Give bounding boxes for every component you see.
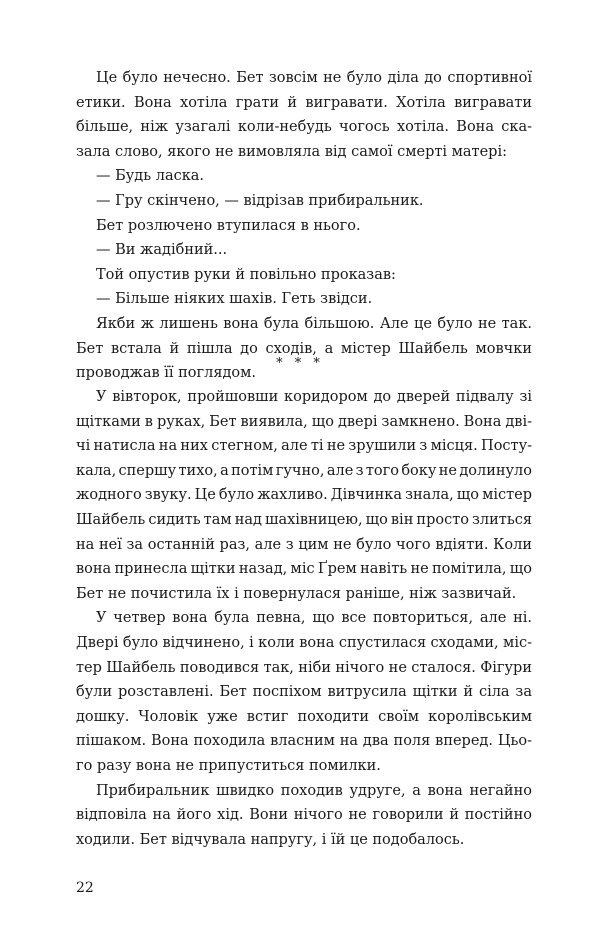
paragraph bbox=[76, 779, 532, 853]
text-line: пішаком. Вона походила власним на два поля вперед. Цьо- bbox=[76, 733, 532, 750]
dialogue-line: — Ви жадібний... bbox=[96, 242, 228, 259]
text-line: жодного звуку. Це було жахливо. Дівчинка знала, що містер bbox=[76, 487, 532, 504]
text-line: Бет не почистила їх і повернулася раніше, ніж зазвичай. bbox=[76, 585, 517, 602]
text-line: Це було нечесно. Бет зовсім не було діла до спортивної bbox=[96, 70, 532, 86]
text-line: го разу вона не припуститься помилки. bbox=[76, 757, 381, 774]
text-line: більше, ніж узагалі коли-небудь чогось хотіла. Вона ска- bbox=[76, 119, 532, 136]
text-line: дошку. Чоловік уже встиг походити своїм королівським bbox=[76, 708, 532, 725]
paragraph bbox=[76, 606, 532, 778]
text-line: етики. Вона хотіла грати й вигравати. Хотіла вигравати bbox=[76, 94, 532, 111]
text-line: на неї за останній раз, але з цим не було чого вдіяти. Коли bbox=[76, 536, 532, 553]
dialogue-line: — Гру скінчено, — відрізав прибиральник. bbox=[96, 192, 424, 209]
dialogue-line: — Будь ласка. bbox=[96, 168, 205, 185]
text-line: Бет встала й пішла до сходів, а містер Шайбель мовчки bbox=[76, 340, 532, 357]
text-line: щітками в руках, Бет виявила, що двері замкнено. Вона дві- bbox=[76, 413, 532, 430]
text-line: Шайбель сидить там над шахівницею, що він просто злиться bbox=[76, 511, 532, 528]
text-line: Двері було відчинено, і коли вона спустилася сходами, міс- bbox=[76, 634, 532, 651]
text-line: вона принесла щітки назад, міс Ґрем навіть не помітила, що bbox=[76, 561, 532, 578]
text-line: чі натисла на них стегном, але ті не зрушили з місця. Посту- bbox=[76, 438, 532, 455]
text-line: Той опустив руки й повільно проказав: bbox=[96, 266, 396, 283]
text-line: Прибиральник швидко походив удруге, а вона негайно bbox=[96, 782, 532, 799]
dialogue-line: — Більше ніяких шахів. Геть звідси. bbox=[96, 291, 373, 308]
text-line: Бет розлючено втупилася в нього. bbox=[96, 217, 361, 234]
text-line: тер Шайбель поводився так, ніби нічого не сталося. Фігури bbox=[76, 659, 532, 676]
text-line: проводжав її поглядом. bbox=[76, 365, 257, 382]
text-line: були розставлені. Бет поспіхом витрусила щітки й сіла за bbox=[76, 684, 532, 701]
text-section-1 bbox=[76, 66, 532, 386]
page-number: 22 bbox=[76, 880, 94, 896]
text-line: кала, спершу тихо, а потім гучно, але з того боку не долинуло bbox=[76, 462, 532, 479]
paragraph bbox=[76, 66, 532, 164]
paragraph bbox=[76, 312, 532, 386]
text-line: У вівторок, пройшовши коридором до дверей підвалу зі bbox=[96, 389, 532, 405]
section-separator: * * * bbox=[276, 356, 324, 371]
text-line: зала слово, якого не вимовляла від самої смерті матері: bbox=[76, 143, 507, 160]
text-section-2 bbox=[76, 385, 532, 852]
text-line: Якби ж лишень вона була більшою. Але це було не так. bbox=[96, 315, 532, 332]
text-line: У четвер вона була певна, що все повториться, але ні. bbox=[96, 610, 532, 627]
text-line: відповіла на його хід. Вони нічого не говорили й постійно bbox=[76, 807, 532, 824]
text-line: ходили. Бет відчувала напругу, і їй це подобалось. bbox=[76, 831, 465, 848]
paragraph bbox=[76, 385, 532, 606]
